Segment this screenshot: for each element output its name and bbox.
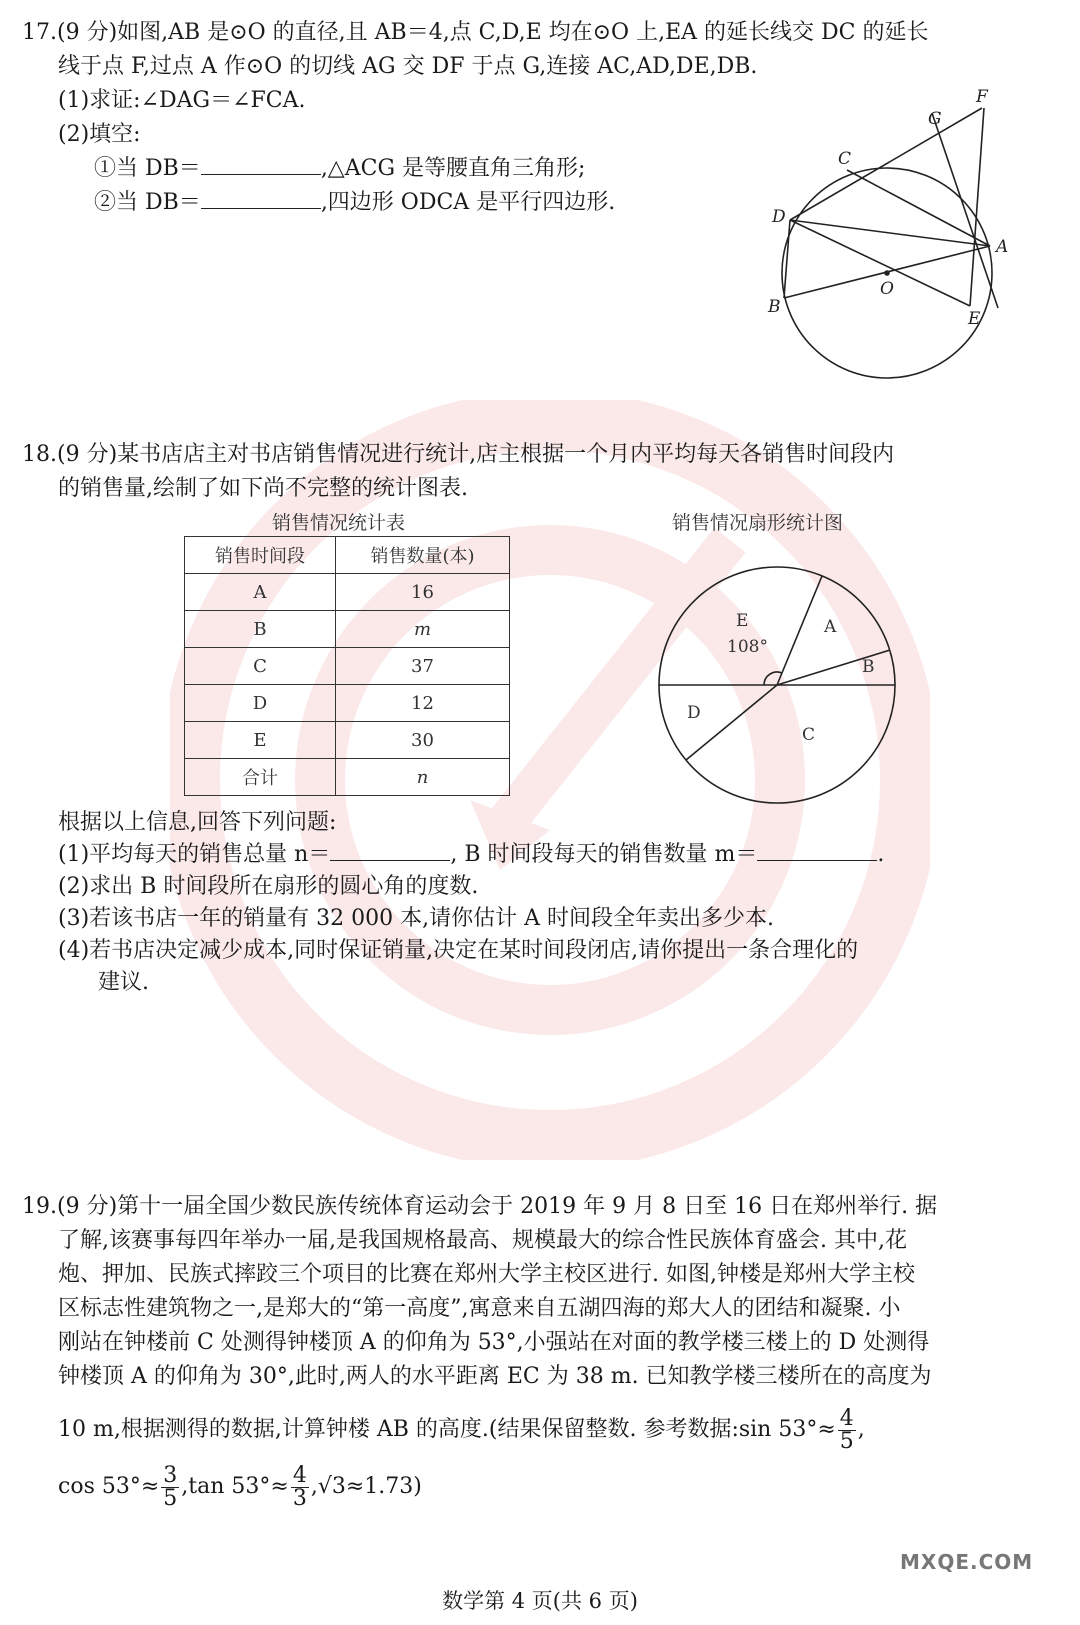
- question-18: [22, 440, 1062, 1000]
- table-row: [185, 574, 510, 611]
- question-text: (9 分)如图,AB 是⊙O 的直径,且 AB＝4,点 C,D,E 均在⊙O 上,EA 的延长线交 DC 的延长: [57, 20, 929, 45]
- question-text: 刚站在钟楼前 C 处测得钟楼顶 A 的仰角为 53°,小强站在对面的教学楼三楼上的 D 处测得: [58, 1330, 930, 1355]
- answer-blank-n[interactable]: [330, 840, 450, 861]
- quantity-cell: n: [336, 759, 510, 796]
- slice-label-D: D: [687, 703, 701, 723]
- fill-item-2: ②当 DB＝ ,四边形 ODCA 是平行四边形.: [94, 190, 616, 215]
- table-row: [185, 722, 510, 759]
- period-cell: E: [185, 722, 336, 759]
- answer-blank[interactable]: [201, 188, 321, 209]
- part-2: (2)求出 B 时间段所在扇形的圆心角的度数.: [58, 874, 479, 899]
- answer-blank[interactable]: [201, 154, 321, 175]
- question-text: 了解,该赛事每四年举办一届,是我国规格最高、规模最大的综合性民族体育盛会. 其中,花: [58, 1228, 907, 1253]
- question-19: [22, 1192, 1062, 1522]
- question-text: 钟楼顶 A 的仰角为 30°,此时,两人的水平距离 EC 为 38 m. 已知教学楼三楼所在的高度为: [58, 1364, 932, 1389]
- slice-label-C: C: [802, 725, 816, 745]
- table-row: [185, 759, 510, 796]
- question-text: (9 分)第十一届全国少数民族传统体育运动会于 2019 年 9 月 8 日至 16 日在郑州举行. 据: [57, 1194, 938, 1219]
- fill-item-1: ①当 DB＝ ,△ACG 是等腰直角三角形;: [94, 156, 586, 181]
- label-F: F: [976, 88, 988, 107]
- part-1: (1)求证:∠DAG＝∠FCA.: [58, 88, 306, 113]
- sales-table: [184, 536, 510, 796]
- label-B: B: [768, 297, 781, 317]
- period-cell: D: [185, 685, 336, 722]
- period-cell: 合计: [185, 759, 336, 796]
- part-4-cont: 建议.: [98, 970, 149, 995]
- quantity-cell: 37: [336, 648, 510, 685]
- answer-blank-m[interactable]: [757, 840, 877, 861]
- label-D: D: [772, 207, 786, 227]
- question-text: 10 m,根据测得的数据,计算钟楼 AB 的高度.(结果保留整数. 参考数据:sin 53°≈ $\frac{4}{5}$ ,: [58, 1405, 865, 1454]
- part-4: (4)若书店决定减少成本,同时保证销量,决定在某时间段闭店,请你提出一条合理化的: [58, 938, 859, 963]
- slice-label-B: B: [862, 657, 875, 677]
- table-header-row: [185, 537, 510, 574]
- part-2: (2)填空:: [58, 122, 141, 147]
- slice-label-A: A: [824, 617, 837, 637]
- fraction-cos: $\frac{3}{5}$: [163, 1462, 178, 1511]
- question-text: 区标志性建筑物之一,是郑大的“第一高度”,寓意来自五湖四海的郑大人的团结和凝聚. 小: [58, 1296, 901, 1321]
- label-E: E: [968, 309, 981, 329]
- sales-pie-chart: [652, 560, 902, 810]
- reference-data: cos 53°≈ $\frac{3}{5}$ ,tan 53°≈ $\frac{4}{3}$ ,√3≈1.73): [58, 1462, 422, 1511]
- table-row: [185, 611, 510, 648]
- fraction-tan: $\frac{4}{3}$: [292, 1462, 307, 1511]
- quantity-cell: 30: [336, 722, 510, 759]
- page-footer: 数学第 4 页(共 6 页): [442, 1589, 638, 1613]
- part-3: (3)若该书店一年的销量有 32 000 本,请你估计 A 时间段全年卖出多少本.: [58, 906, 774, 931]
- question-17: [22, 18, 1062, 418]
- question-text: 的销售量,绘制了如下尚不完整的统计图表.: [58, 476, 468, 501]
- slice-label-E: E: [736, 611, 749, 631]
- slice-angle-E: 108°: [727, 637, 768, 657]
- question-number: 18.: [22, 442, 57, 467]
- pie-chart-title: 销售情况扇形统计图: [672, 512, 844, 534]
- column-header: 销售数量(本): [336, 537, 510, 574]
- pie-radius: [777, 576, 822, 685]
- period-cell: C: [185, 648, 336, 685]
- quantity-cell: m: [336, 611, 510, 648]
- part-1: (1)平均每天的销售总量 n＝ , B 时间段每天的销售数量 m＝ .: [58, 842, 885, 867]
- label-G: G: [928, 109, 942, 129]
- period-cell: A: [185, 574, 336, 611]
- quantity-cell: 16: [336, 574, 510, 611]
- question-number: 19.: [22, 1194, 57, 1219]
- table-row: [185, 685, 510, 722]
- question-number: 17.: [22, 20, 57, 45]
- instructions: 根据以上信息,回答下列问题:: [58, 810, 337, 835]
- table-title: 销售情况统计表: [272, 512, 406, 534]
- period-cell: B: [185, 611, 336, 648]
- label-C: C: [838, 149, 852, 169]
- question-text: 线于点 F,过点 A 作⊙O 的切线 AG 交 DF 于点 G,连接 AC,AD,DE,DB.: [58, 54, 758, 79]
- circle-geometry-figure: [762, 88, 1062, 388]
- question-text: 炮、押加、民族式摔跤三个项目的比赛在郑州大学主校区进行. 如图,钟楼是郑州大学主校: [58, 1262, 915, 1287]
- column-header: 销售时间段: [185, 537, 336, 574]
- table-row: [185, 648, 510, 685]
- label-A: A: [996, 237, 1009, 257]
- label-O: O: [880, 279, 894, 299]
- quantity-cell: 12: [336, 685, 510, 722]
- fraction-sin: $\frac{4}{5}$: [839, 1405, 854, 1454]
- question-text: (9 分)某书店店主对书店销售情况进行统计,店主根据一个月内平均每天各销售时间段内: [57, 442, 895, 467]
- site-watermark-stamp: MXQE.COM: [900, 1550, 1034, 1574]
